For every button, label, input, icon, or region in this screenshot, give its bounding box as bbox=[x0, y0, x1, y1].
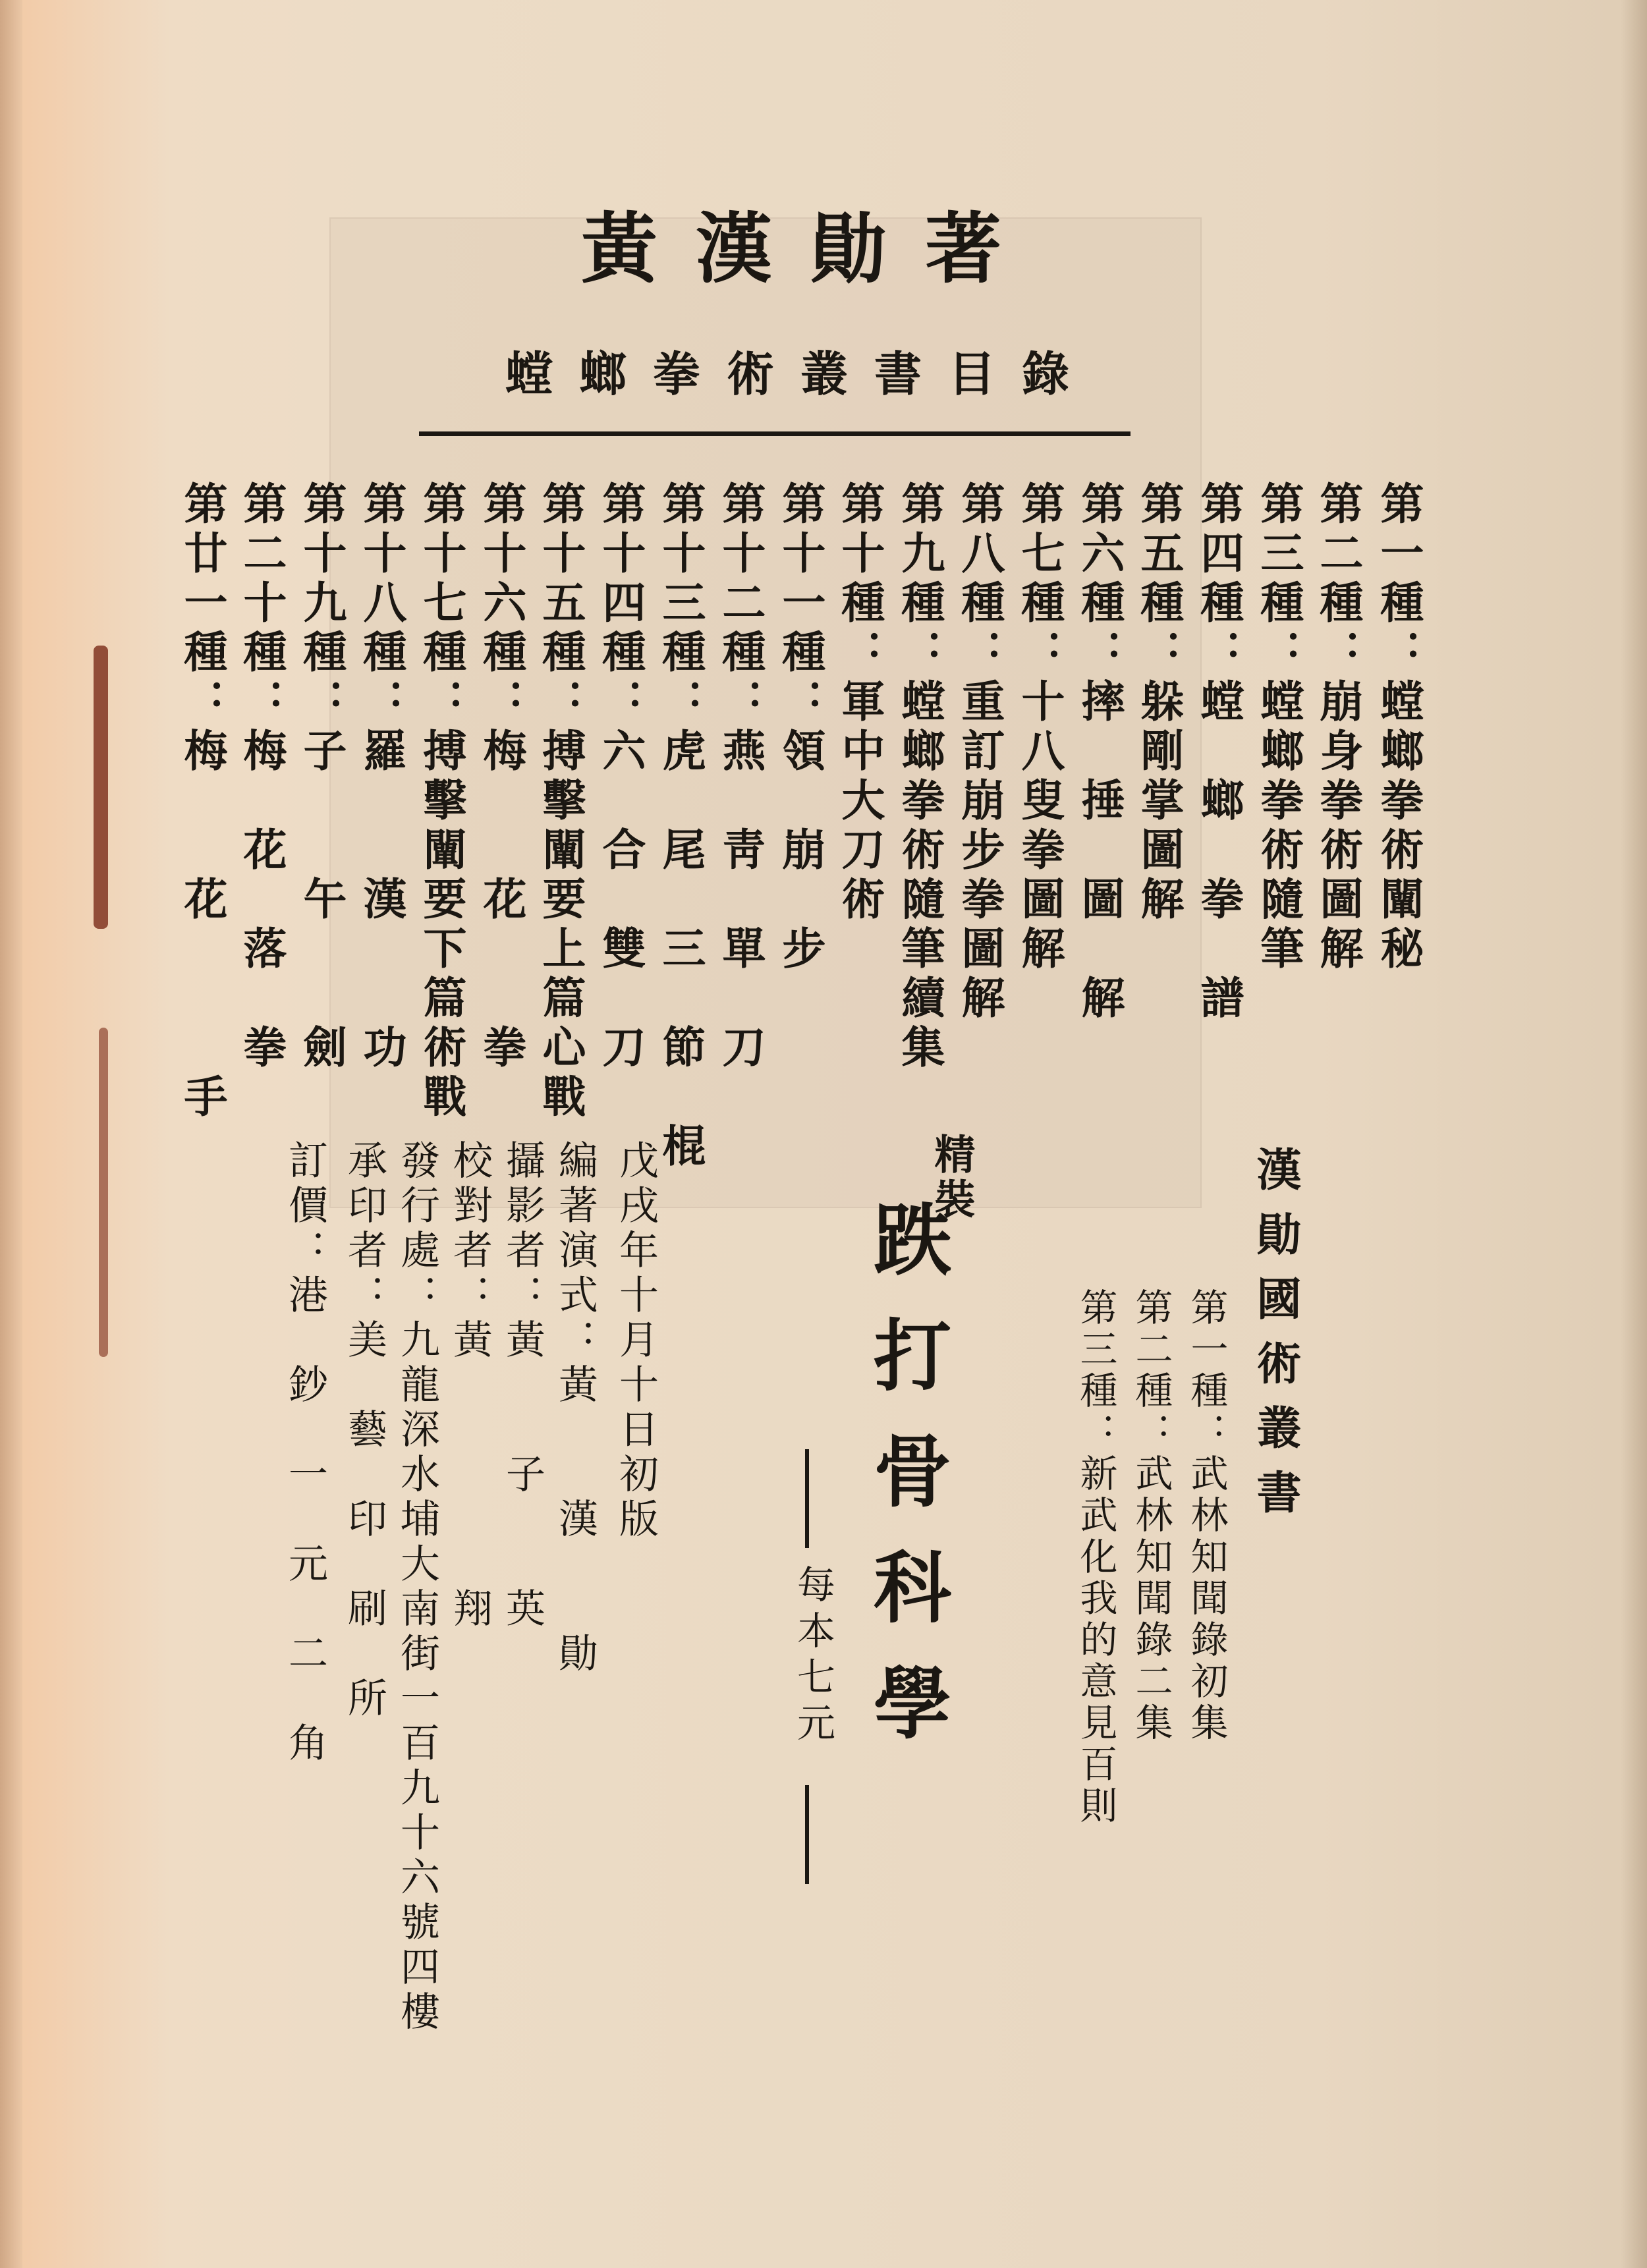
catalog-subtitle: 螳螂拳術叢書目錄 bbox=[505, 346, 1096, 402]
series-item: 第二種：武林知聞錄二集 bbox=[1129, 1288, 1173, 1744]
catalog-item: 第十六種：梅 花 拳 bbox=[476, 481, 527, 1074]
edition-label: 精裝 bbox=[928, 1133, 976, 1223]
catalog-item: 第三種：螳螂拳術隨筆 bbox=[1253, 481, 1304, 975]
divider-rule bbox=[419, 431, 1131, 436]
catalog-item: 第十三種：虎 尾 三 節 棍 bbox=[655, 481, 706, 1173]
spine-edge bbox=[0, 0, 22, 2268]
price-dash bbox=[805, 1785, 809, 1884]
catalog-item: 第二種：崩身拳術圖解 bbox=[1312, 481, 1364, 975]
catalog-item: 第七種：十八叟拳圖解 bbox=[1014, 481, 1065, 975]
author-line: 編著演式：黃 漢 勛 bbox=[552, 1140, 598, 1677]
catalog-item: 第十種：軍中大刀術 bbox=[834, 481, 885, 926]
catalog-item: 第十一種：領 崩 步 bbox=[775, 481, 826, 975]
page-title: 黃漢勛著 bbox=[581, 204, 1040, 294]
price-line: 訂價：港 鈔 一 元 二 角 bbox=[282, 1140, 328, 1767]
catalog-item: 第廿一種：梅 花 手 bbox=[177, 481, 228, 1123]
catalog-item: 第六種：摔 捶 圖 解 bbox=[1074, 481, 1125, 1024]
catalog-item: 第十五種：搏擊闡要上篇心戰 bbox=[535, 481, 586, 1123]
publisher-line: 發行處：九龍深水埔大南街一百九十六號四樓 bbox=[394, 1140, 440, 2035]
binding-tear bbox=[94, 646, 108, 929]
catalog-item: 第八種：重訂崩步拳圖解 bbox=[954, 481, 1005, 1024]
catalog-item: 第四種：螳 螂 拳 譜 bbox=[1193, 481, 1244, 1024]
series-title: 漢勛國術叢書 bbox=[1249, 1146, 1302, 1534]
printer-line: 承印者：美 藝 印 刷 所 bbox=[341, 1140, 387, 1722]
series-item: 第一種：武林知聞錄初集 bbox=[1185, 1288, 1228, 1744]
catalog-item: 第一種：螳螂拳術闡秘 bbox=[1373, 481, 1424, 975]
catalog-item: 第十二種：燕 靑 單 刀 bbox=[715, 481, 766, 1074]
photographer-line: 攝影者：黃 子 英 bbox=[499, 1140, 545, 1632]
catalog-item: 第十九種：子 午 劍 bbox=[296, 481, 347, 1074]
binding-tear bbox=[99, 1028, 108, 1357]
catalog-item: 第五種：躲剛掌圖解 bbox=[1133, 481, 1185, 926]
book-price: 每本七元 bbox=[791, 1564, 835, 1749]
catalog-item: 第十七種：搏擊闡要下篇術戰 bbox=[416, 481, 467, 1123]
price-dash bbox=[805, 1449, 809, 1548]
edition-date: 戊戌年十月十日初版 bbox=[613, 1140, 659, 1543]
catalog-item: 第二十種：梅 花 落 拳 bbox=[236, 481, 287, 1074]
page-edge-shadow bbox=[1621, 0, 1647, 2268]
book-title: 跌打骨科學 bbox=[860, 1199, 952, 1779]
catalog-item: 第十四種：六 合 雙 刀 bbox=[595, 481, 646, 1074]
catalog-item: 第十八種：羅 漢 功 bbox=[356, 481, 407, 1074]
proofreader-line: 校對者：黃 翔 bbox=[447, 1140, 493, 1632]
catalog-item: 第九種：螳螂拳術隨筆續集 bbox=[894, 481, 945, 1074]
series-item: 第三種：新武化我的意見百則 bbox=[1074, 1288, 1117, 1827]
